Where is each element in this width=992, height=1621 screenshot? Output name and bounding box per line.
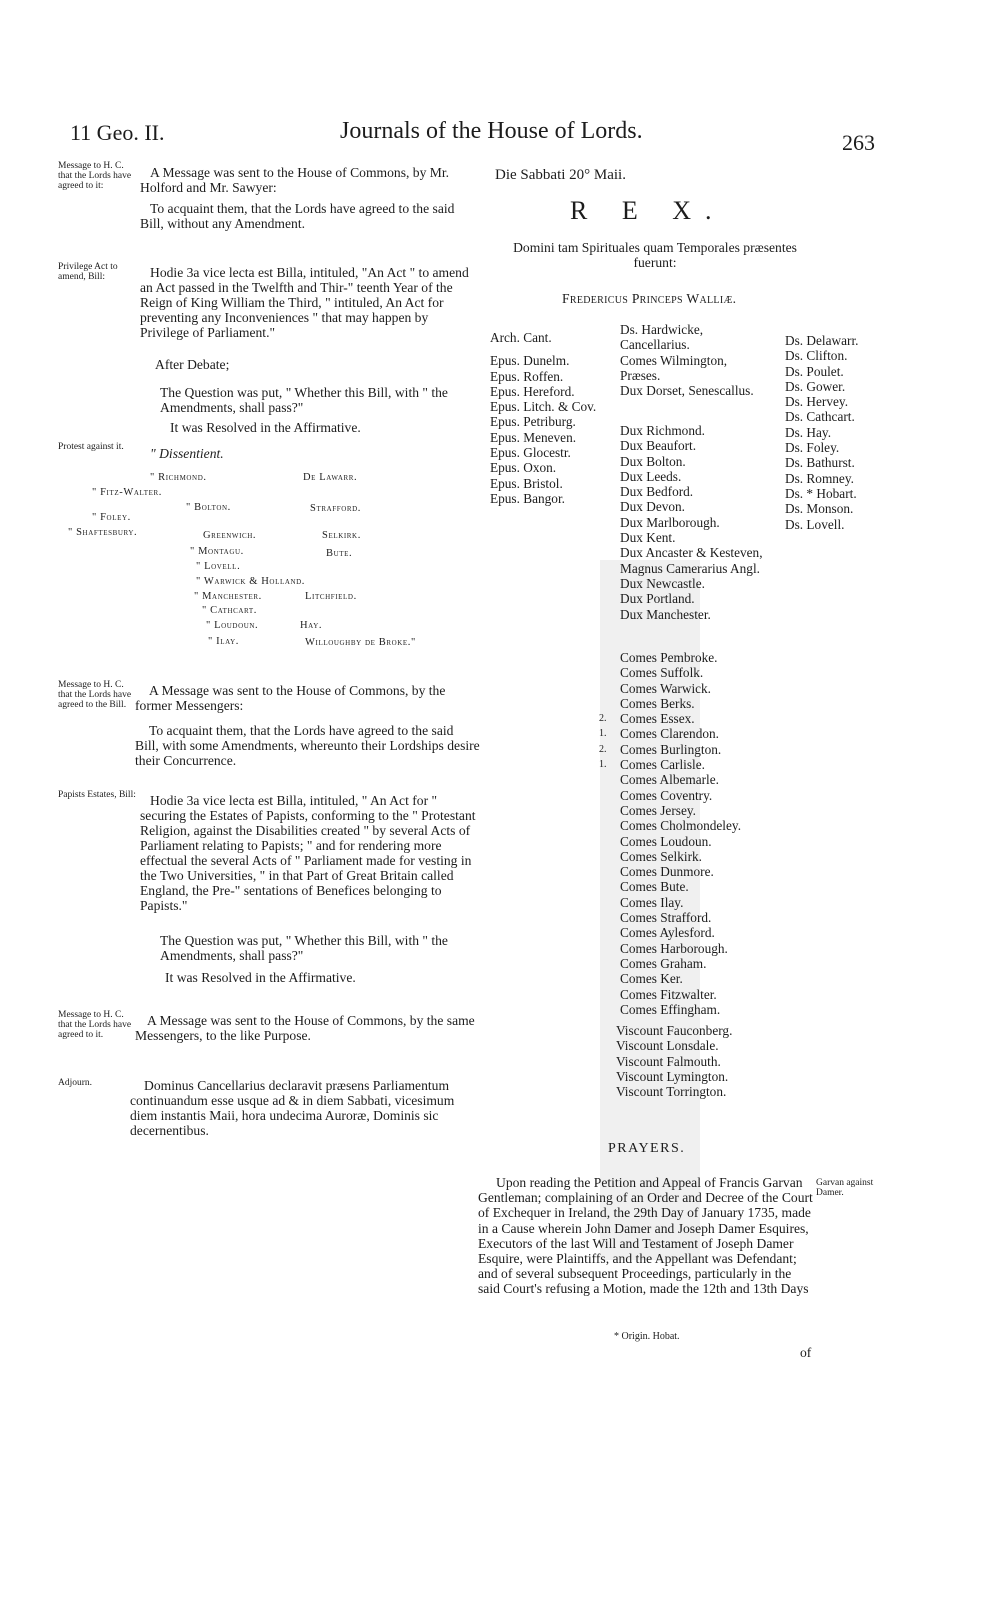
bishop-entry: Epus. Petriburg. [490, 414, 576, 430]
signature: " Montagu. [190, 546, 244, 557]
viscount-entry: Viscount Fauconberg. [616, 1023, 733, 1038]
signature: Willoughby de Broke." [305, 637, 416, 648]
earl-entry: Comes Carlisle. [620, 757, 705, 773]
viscount-entry: Viscount Lonsdale. [616, 1038, 719, 1054]
margin-note-6: Message to H. C. that the Lords have agreed to it. [58, 1010, 132, 1040]
signature: " Ilay. [208, 636, 239, 647]
baron-entry: Ds. Poulet. [785, 363, 844, 379]
catchword: of [800, 1345, 812, 1360]
officers-list [620, 322, 760, 398]
baron-entry: Ds. Foley. [785, 440, 840, 456]
duke-entry: Dux Portland. [620, 591, 695, 607]
earls-list [620, 650, 741, 1017]
page-number: 263 [842, 130, 875, 155]
dissentient-heading: " Dissentient. [150, 446, 224, 461]
earl-entry: Comes Aylesford. [620, 925, 715, 941]
baron-entry: Ds. Monson. [785, 501, 854, 517]
paragraph: A Message was sent to the House of Commons, by the same Messengers, to the like Purpose. [135, 1013, 475, 1043]
paragraph: The Question was put, " Whether this Bill, with " the Amendments, shall pass?" [160, 933, 448, 963]
signature: Strafford. [310, 503, 362, 514]
paragraph: It was Resolved in the Affirmative. [170, 420, 361, 435]
signature: " Manchester. [194, 591, 262, 602]
footnote: * Origin. Hobat. [614, 1331, 680, 1342]
earl-entry: Comes Essex. [620, 711, 695, 727]
petition-paragraph: Upon reading the Petition and Appeal of Francis Garvan Gentleman; complaining of an Order and Decree of the Court of Exchequer in Ireland, the 29th Day of January 1735, made in a Cause wherein John Damer and Joseph Damer Esquires, Executors of the last Will and Testament of Joseph Damer Esquire, were Plaintiffs, and the Appellant was Defendant; and of several subsequent Proceedings, particularly in the said Court's refusing a Motion, made the 12th and 13th Days [478, 1175, 813, 1297]
earl-entry: Comes Ilay. [620, 894, 684, 910]
margin-note-1: Message to H. C. that the Lords have agreed to it: [58, 161, 132, 191]
baron-entry: Ds. Hay. [785, 424, 832, 440]
earl-entry: Comes Cholmondeley. [620, 818, 742, 834]
bishop-entry: Epus. Dunelm. [490, 353, 570, 369]
bishop-entry: Arch. Cant. [490, 330, 552, 345]
precedence-mark: 1. [599, 758, 607, 770]
earl-entry: Comes Fitzwalter. [620, 986, 717, 1002]
earl-entry: Comes Loudoun. [620, 833, 712, 849]
paragraph: To acquaint them, that the Lords have agreed to the said Bill, without any Amendment. [140, 201, 455, 231]
bishops-list [490, 330, 596, 506]
session-date: Die Sabbati 20° Maii. [495, 167, 626, 183]
signature: Selkirk. [322, 530, 361, 541]
signature: " Foley. [92, 512, 131, 523]
earl-entry: Comes Berks. [620, 695, 695, 711]
signature: Litchfield. [305, 591, 357, 602]
earl-precedence-marks [599, 711, 607, 772]
signature: " Bolton. [186, 502, 231, 513]
officer-entry: Comes Wilmington, Præses. [620, 352, 728, 383]
earl-entry: Comes Coventry. [620, 787, 713, 803]
bishop-entry: Epus. Bristol. [490, 475, 563, 491]
bishop-entry: Epus. Meneven. [490, 429, 577, 445]
baron-entry: Ds. Cathcart. [785, 409, 855, 425]
duke-entry: Dux Richmond. [620, 423, 705, 438]
margin-note-3: Protest against it. [58, 442, 124, 452]
signature: " Fitz-Walter. [92, 487, 162, 498]
earl-entry: Comes Effingham. [620, 1001, 721, 1017]
signature: Greenwich. [203, 530, 257, 541]
margin-note-4: Message to H. C. that the Lords have agreed to the Bill. [58, 680, 132, 710]
duke-entry: Dux Beaufort. [620, 438, 697, 454]
signature: Bute. [326, 548, 353, 559]
bishop-entry: Epus. Litch. & Cov. [490, 399, 597, 415]
signature: " Shaftesbury. [68, 527, 138, 538]
paragraph: After Debate; [155, 357, 230, 372]
viscount-entry: Viscount Torrington. [616, 1084, 727, 1100]
barons-list [785, 333, 858, 532]
signature: Hay. [300, 620, 323, 631]
baron-entry: Ds. Delawarr. [785, 333, 859, 348]
viscount-entry: Viscount Falmouth. [616, 1053, 721, 1069]
earl-entry: Comes Harborough. [620, 940, 728, 956]
signature: De Lawarr. [303, 472, 358, 483]
paragraph: A Message was sent to the House of Commons, by the former Messengers: [135, 683, 446, 713]
officer-entry: Dux Dorset, Senescallus. [620, 383, 754, 399]
earl-entry: Comes Jersey. [620, 802, 696, 818]
signature: " Richmond. [150, 472, 207, 483]
earl-entry: Comes Albemarle. [620, 772, 719, 788]
margin-note-2: Privilege Act to amend, Bill: [58, 262, 118, 282]
paragraph: A Message was sent to the House of Commons, by Mr. Holford and Mr. Sawyer: [140, 165, 450, 195]
prince-of-wales: Fredericus Princeps Walliæ. [562, 291, 737, 306]
signature: " Lovell. [196, 561, 241, 572]
baron-entry: Ds. Clifton. [785, 348, 848, 364]
baron-entry: Ds. Hervey. [785, 394, 849, 410]
paragraph: Hodie 3a vice lecta est Billa, intituled, " An Act for " securing the Estates of Papists, conforming to the " Protestant Religion, against the Disabilities created " by several Acts of Parliament relating to Papists; " and for rendering more effectual the several Acts of " Parliament made for vesting in the Two Universities, " in that Part of Great Britain called England, the Pre-" sentations of Benefices belonging to Papists." [140, 793, 476, 913]
precedence-mark: 2. [599, 743, 607, 755]
earl-entry: Comes Burlington. [620, 741, 722, 757]
paragraph: Dominus Cancellarius declaravit præsens Parliamentum continuandum esse usque ad & in diem Sabbati, vicesimum diem instantis Maii, hora undecima Auroræ, Dominis sic decernentibus. [130, 1078, 455, 1138]
viscount-entry: Viscount Lymington. [616, 1068, 729, 1084]
margin-note-5: Papists Estates, Bill: [58, 790, 136, 800]
page-title: Journals of the House of Lords. [340, 118, 643, 144]
viscounts-list [616, 1023, 732, 1099]
signature: " Loudoun. [206, 620, 259, 631]
precedence-mark: 2. [599, 713, 607, 724]
duke-entry: Dux Ancaster & Kesteven, Magnus Camerarius Angl. [620, 545, 763, 576]
baron-entry: Ds. Gower. [785, 378, 846, 394]
earl-entry: Comes Clarendon. [620, 726, 719, 742]
duke-entry: Dux Manchester. [620, 606, 711, 622]
dukes-list [620, 423, 765, 622]
paragraph: It was Resolved in the Affirmative. [165, 970, 356, 985]
earl-entry: Comes Pembroke. [620, 650, 718, 665]
duke-entry: Dux Newcastle. [620, 575, 705, 591]
earl-entry: Comes Warwick. [620, 680, 712, 696]
paragraph: The Question was put, " Whether this Bill, with " the Amendments, shall pass?" [160, 385, 448, 415]
earl-entry: Comes Suffolk. [620, 665, 704, 681]
bishop-entry: Epus. Bangor. [490, 490, 565, 506]
bishop-entry: Epus. Glocestr. [490, 445, 571, 461]
bishop-entry: Epus. Hereford. [490, 383, 575, 399]
margin-note-7: Adjourn. [58, 1078, 93, 1088]
signature: " Cathcart. [202, 605, 257, 616]
duke-entry: Dux Bedford. [620, 484, 694, 500]
earl-entry: Comes Selkirk. [620, 848, 702, 864]
duke-entry: Dux Bolton. [620, 453, 686, 469]
baron-entry: Ds. Romney. [785, 470, 854, 486]
margin-note-garvan: Garvan against Damer. [816, 1178, 874, 1198]
precedence-mark: 1. [599, 728, 607, 740]
earl-entry: Comes Dunmore. [620, 864, 714, 880]
earl-entry: Comes Bute. [620, 879, 689, 895]
prayers-heading: PRAYERS. [608, 1141, 686, 1156]
duke-entry: Dux Kent. [620, 530, 676, 546]
rex-heading: R E X. [570, 196, 726, 225]
baron-entry: Ds. Lovell. [785, 516, 845, 532]
header-regnal-year: 11 Geo. II. [70, 120, 165, 145]
duke-entry: Dux Devon. [620, 499, 685, 515]
baron-entry: Ds. Bathurst. [785, 455, 855, 471]
paragraph: To acquaint them, that the Lords have agreed to the said Bill, with some Amendments, whereunto their Lordships desire their Concurrence. [135, 723, 480, 768]
earl-entry: Comes Graham. [620, 955, 707, 971]
earl-entry: Comes Strafford. [620, 910, 712, 926]
baron-entry: Ds. * Hobart. [785, 485, 857, 501]
bishop-entry: Epus. Oxon. [490, 460, 557, 476]
attendance-heading: Domini tam Spirituales quam Temporales præsentes fuerunt: [513, 240, 797, 270]
officer-entry: Ds. Hardwicke, Cancellarius. [620, 322, 704, 353]
bishop-entry: Epus. Roffen. [490, 368, 564, 384]
earl-entry: Comes Ker. [620, 971, 683, 987]
duke-entry: Dux Marlborough. [620, 514, 720, 530]
paragraph: Hodie 3a vice lecta est Billa, intituled, "An Act " to amend an Act passed in the Twelfth and Thir-" teenth Year of the Reign of King William the Third, " intituled, An Act for preventing any Inconveniences " that may happen by Privilege of Parliament." [140, 265, 469, 340]
duke-entry: Dux Leeds. [620, 468, 682, 484]
signature: " Warwick & Holland. [196, 576, 306, 587]
